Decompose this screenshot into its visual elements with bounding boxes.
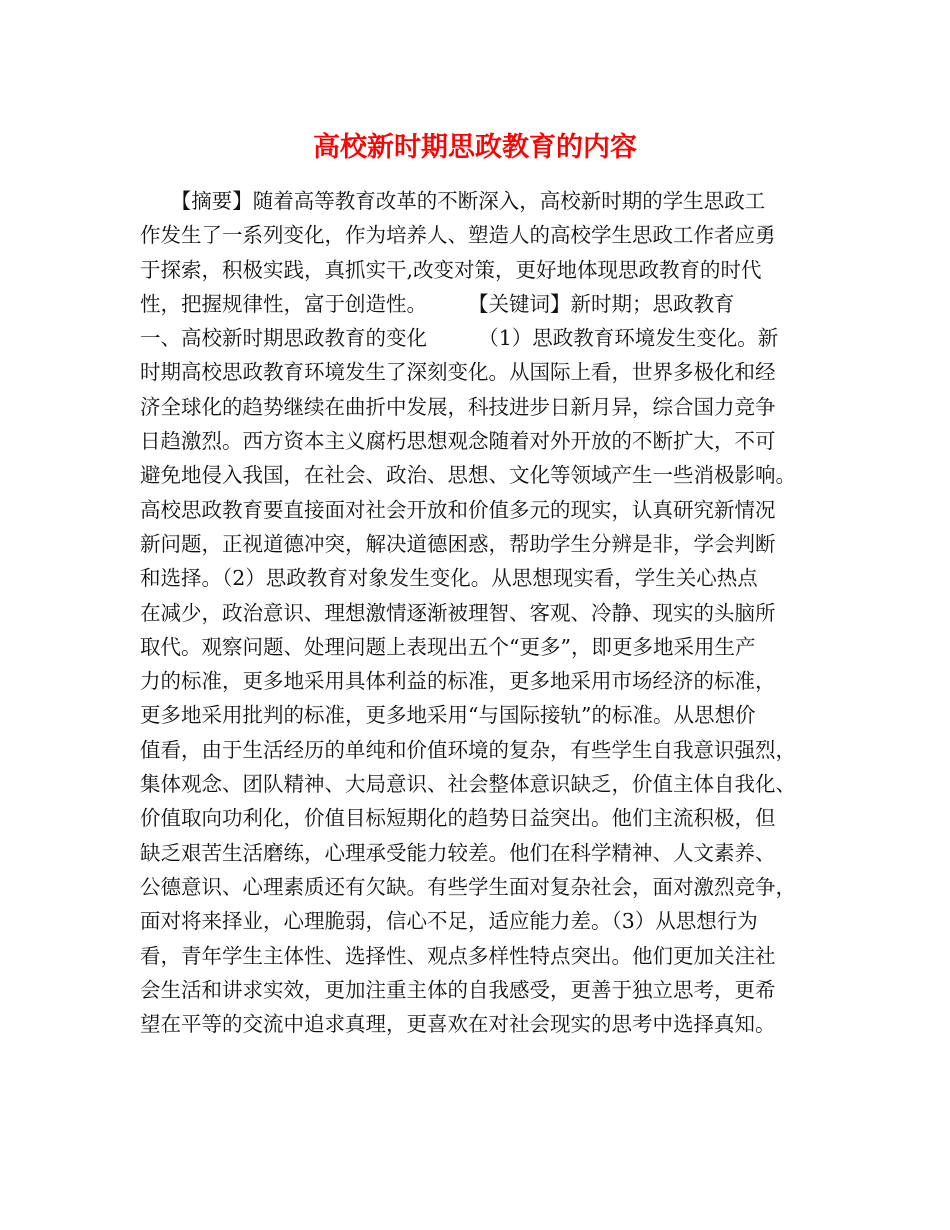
body-line: 济全球化的趋势继续在曲折中发展，科技进步日新月异，综合国力竞争 — [140, 394, 776, 419]
body-line: 日趋激烈。西方资本主义腐朽思想观念随着对外开放的不断扩大，不可 — [140, 429, 776, 454]
body-line: 价值取向功利化，价值目标短期化的趋势日益突出。他们主流积极，但 — [140, 806, 776, 831]
body-line: 避免地侵入我国，在社会、政治、思想、文化等领域产生一些消极影响。 — [140, 463, 796, 488]
body-line: 看，青年学生主体性、选择性、观点多样性特点突出。他们更加关注社 — [140, 943, 776, 968]
body-line: 公德意识、心理素质还有欠缺。有些学生面对复杂社会，面对激烈竞争， — [140, 874, 796, 899]
body-line: 在减少，政治意识、理想激情逐渐被理智、客观、冷静、现实的头脑所 — [140, 600, 776, 625]
body-line: 缺乏艰苦生活磨练，心理承受能力较差。他们在科学精神、人文素养、 — [140, 840, 776, 865]
body-line: 性，把握规律性，富于创造性。 【关键词】新时期；思政教育 — [140, 291, 755, 316]
body-line: 高校思政教育要直接面对社会开放和价值多元的现实，认真研究新情况 — [140, 497, 776, 522]
body-line: 于探索，积极实践，真抓实干,改变对策，更好地体现思政教育的时代 — [140, 257, 762, 282]
body-line: 望在平等的交流中追求真理，更喜欢在对社会现实的思考中选择真知。 — [140, 1012, 776, 1037]
body-line: 时期高校思政教育环境发生了深刻变化。从国际上看，世界多极化和经 — [140, 360, 776, 385]
document-title: 高校新时期思政教育的内容 — [313, 132, 637, 163]
body-line: 会生活和讲求实效，更加注重主体的自我感受，更善于独立思考，更希 — [140, 977, 776, 1002]
body-line: 集体观念、团队精神、大局意识、社会整体意识缺乏，价值主体自我化、 — [140, 772, 796, 797]
body-line: 新问题，正视道德冲突，解决道德困惑，帮助学生分辨是非，学会判断 — [140, 531, 776, 556]
body-line: 作发生了一系列变化，作为培养人、塑造人的高校学生思政工作者应勇 — [140, 223, 776, 248]
body-line: 值看，由于生活经历的单纯和价值环境的复杂，有些学生自我意识强烈， — [140, 737, 796, 762]
body-line: 【摘要】随着高等教育改革的不断深入，高校新时期的学生思政工 — [140, 189, 766, 213]
body-line: 力的标准，更多地采用具体利益的标准，更多地采用市场经济的标准， — [140, 669, 776, 694]
body-line: 一、高校新时期思政教育的变化 （1）思政教育环境发生变化。新 — [140, 326, 779, 351]
body-line: 和选择。（2）思政教育对象发生变化。从思想现实看，学生关心热点 — [140, 566, 758, 591]
body-line: 面对将来择业，心理脆弱，信心不足，适应能力差。（3）从思想行为 — [140, 909, 758, 934]
body-line: 取代。观察问题、处理问题上表现出五个“更多”，即更多地采用生产 — [140, 634, 756, 659]
body-line: 更多地采用批判的标准，更多地采用“与国际接轨”的标准。从思想价 — [140, 703, 756, 728]
document-body — [140, 184, 814, 1041]
